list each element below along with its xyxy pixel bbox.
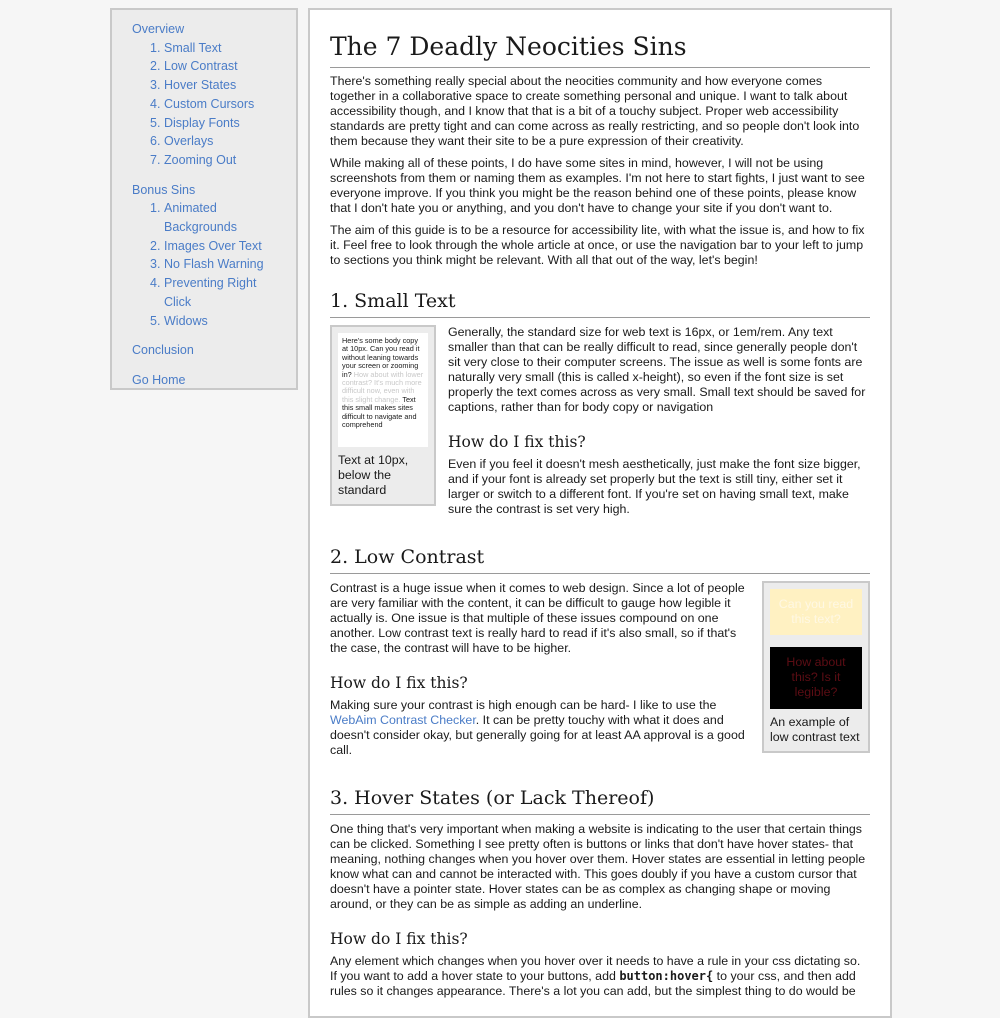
low-contrast-sample-black: How about this? Is it legible? (770, 647, 862, 709)
sidebar-nav (110, 8, 298, 390)
small-text-caption: Text at 10px, below the standard (338, 453, 409, 497)
nav-link-zooming-out[interactable]: Zooming Out (164, 152, 237, 167)
fix-text-end: to your css, and then add rules so it changes appearance. There's a lot you can add, but the simplest thing to do would be (330, 969, 856, 998)
nav-item-zooming-out[interactable]: 7. Zooming Out (150, 151, 286, 170)
low-contrast-fix-heading: How do I fix this? (330, 674, 468, 692)
hover-states-fix-body (330, 954, 870, 999)
article-panel (308, 8, 892, 1018)
section-heading-hover-states: 3. Hover States (or Lack Thereof) (330, 787, 870, 815)
nav-link-preventing-right-click[interactable]: Preventing Right Click (164, 276, 257, 309)
nav-item-preventing-right-click[interactable]: 4. Preventing Right Click (150, 274, 286, 311)
hover-states-body: One thing that's very important when making a website is indicating to the user that certain things can be clicked. Something I see pretty often is buttons or links that don't have hover states- that meaning, nothing changes when you hover over them. Hover states are essential in letting people know what can and cannot be interacted with. This goes doubly if you have a custom cursor that doesn't have a pointer state. Hover states can be as complex as changing shape or moving around, or they can be as simple as adding an underline. (330, 822, 866, 911)
nav-item-no-flash-warning[interactable]: 3. No Flash Warning (150, 255, 286, 274)
nav-link-display-fonts[interactable]: Display Fonts (164, 115, 240, 130)
sample-text-low-contrast: How about with lower contrast? It's much more difficult now, even with this slight change. (342, 369, 424, 404)
nav-link-overlays[interactable]: Overlays (164, 134, 214, 149)
intro-paragraph-1: There's something really special about the neocities community and how everyone comes together in a collaborative space to create something personal and unique. I want to talk about accessibility though, and I know that that is a bit of a touchy subject. Proper web accessibility standards are pretty tight and can come across as really restricting, and so people don't look into them because they want their site to be a pure expression of their creativity. (330, 74, 860, 148)
hover-states-fix-heading: How do I fix this? (330, 930, 468, 948)
small-text-body: Generally, the standard size for web text is 16px, or 1em/rem. Any text smaller than that can be really difficult to read, since generally people don't sit very close to their computer screens. The issue as well is some fonts are naturally very small (this is called x-height), so even if the font size is set properly the text comes across as very small. Small text should be saved for captions, rather than for body copy or navigation (448, 325, 866, 414)
bonus-sins-list (132, 199, 286, 330)
nav-conclusion-link[interactable]: Conclusion (132, 343, 194, 358)
nav-item-display-fonts[interactable]: 5. Display Fonts (150, 114, 286, 133)
low-contrast-caption: An example of low contrast text (770, 715, 860, 744)
small-text-figure (330, 325, 436, 506)
nav-item-widows[interactable]: 5. Widows (150, 312, 286, 331)
section-heading-low-contrast: 2. Low Contrast (330, 546, 870, 574)
sins-list (132, 39, 286, 170)
nav-item-overlays[interactable]: 6. Overlays (150, 132, 286, 151)
intro-paragraph-3: The aim of this guide is to be a resource for accessibility lite, with what the issue is, and how to fix it. Feel free to look through the whole article at once, or use the navigation bar to your left to jump to sections you think might be relevant. With all that out of the way, let's begin! (330, 223, 865, 267)
nav-item-hover-states[interactable]: 3. Hover States (150, 76, 286, 95)
low-contrast-body: Contrast is a huge issue when it comes to web design. Since a lot of people are very familiar with the content, it can be difficult to gauge how legible it actually is. One issue is that multiple of these issues compound on one another. Low contrast text is really hard to read if it's also small, so if that's the case, the contrast will have to be higher. (330, 581, 745, 655)
intro-paragraph-2: While making all of these points, I do have some sites in mind, however, I will not be using screenshots from them or naming them as examples. I'm not here to start fights, I just want to see everyone improve. If you think you might be the reason behind one of these points, please know that I don't hate you or anything, and you don't have to change your site if you don't want to. (330, 156, 865, 215)
nav-link-widows[interactable]: Widows (164, 313, 208, 328)
nav-link-images-over-text[interactable]: Images Over Text (164, 238, 262, 253)
nav-link-custom-cursors[interactable]: Custom Cursors (164, 96, 255, 111)
nav-item-custom-cursors[interactable]: 4. Custom Cursors (150, 95, 286, 114)
small-text-fix-body: Even if you feel it doesn't mesh aesthetically, just make the font size bigger, and if your font is already set properly but the text is still tiny, either set it larger or switch to a different font. If you're set on having small text, make sure the contrast is set very high. (448, 457, 861, 516)
nav-item-images-over-text[interactable]: 2. Images Over Text (150, 237, 286, 256)
small-text-fix-heading: How do I fix this? (448, 433, 586, 451)
nav-item-animated-backgrounds[interactable]: 1. Animated Backgrounds (150, 199, 286, 236)
fix-text-end: . It can be pretty touchy with what it does and doesn't consider okay, but generally going for at least AA approval is a good call. (330, 713, 745, 757)
nav-link-low-contrast[interactable]: Low Contrast (164, 59, 238, 74)
low-contrast-sample-yellow: Can you read this text? (770, 589, 862, 635)
low-contrast-figure (762, 581, 870, 753)
nav-link-animated-backgrounds[interactable]: Animated Backgrounds (164, 201, 237, 235)
nav-link-hover-states[interactable]: Hover States (164, 78, 237, 93)
section-heading-small-text: 1. Small Text (330, 290, 870, 318)
fix-text: Any element which changes when you hover over it needs to have a rule in your css dictating so. If you want to add a hover state to your buttons, add (330, 954, 861, 983)
sample-text-normal-2: Text this small makes sites difficult to navigate and comprehend (342, 394, 417, 430)
nav-item-small-text[interactable]: 1. Small Text (150, 39, 286, 58)
sample-text-normal: Here's some body copy at 10px. Can you read it without leaning towards your screen or zooming in? (342, 336, 420, 379)
nav-overview-link[interactable]: Overview (132, 22, 185, 36)
nav-link-no-flash-warning[interactable]: No Flash Warning (164, 257, 264, 272)
nav-item-low-contrast[interactable]: 2. Low Contrast (150, 57, 286, 76)
webaim-contrast-checker-link[interactable]: WebAim Contrast Checker (330, 713, 476, 727)
small-text-sample (338, 333, 428, 447)
nav-bonus-sins-link[interactable]: Bonus Sins (132, 182, 196, 197)
nav-go-home-link[interactable]: Go Home (132, 372, 186, 387)
page-title: The 7 Deadly Neocities Sins (330, 32, 870, 68)
nav-link-small-text[interactable]: Small Text (164, 40, 222, 55)
fix-text: Making sure your contrast is high enough can be hard- I like to use the (330, 698, 717, 712)
code-snippet: button:hover{ (619, 969, 714, 983)
